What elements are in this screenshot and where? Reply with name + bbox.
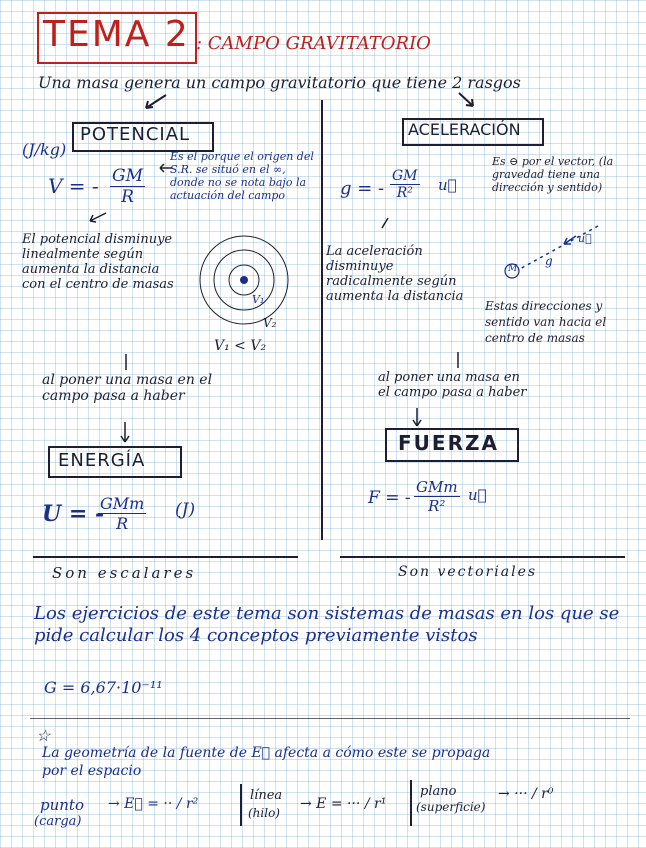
linea-eq: → E = ··· / r¹ bbox=[300, 796, 387, 812]
exercises-text: Los ejercicios de este tema son sistemas de masas en los que se pide calcular los 4 conceptos previamente vistos bbox=[34, 603, 620, 646]
intro-text: Una masa genera un campo gravitatorio que tiene 2 rasgos bbox=[38, 73, 521, 92]
u-label: u⃗ bbox=[578, 232, 592, 245]
accel-numerator: GM bbox=[392, 168, 418, 184]
geo-divider-2 bbox=[410, 780, 412, 826]
punto-sub: (carga) bbox=[34, 814, 82, 829]
tema-title: TEMA 2 bbox=[43, 14, 190, 55]
vector-line bbox=[340, 556, 625, 558]
center-divider bbox=[321, 100, 323, 540]
potencial-units: (J/kg) bbox=[22, 140, 67, 159]
potencial-label: POTENCIAL bbox=[80, 124, 191, 145]
potential-formula-lhs: V = - bbox=[48, 174, 99, 198]
direction-note: Estas direcciones y sentido van hacia el centro de masas bbox=[485, 299, 607, 345]
linea-sub: (hilo) bbox=[248, 806, 280, 820]
poner-left: al poner una masa en el campo pasa a haber bbox=[42, 372, 213, 404]
g-constant: G = 6,67·10⁻¹¹ bbox=[44, 678, 163, 697]
accel-formula-lhs: g = - bbox=[340, 178, 385, 199]
fuerza-label: FUERZA bbox=[398, 431, 499, 455]
v2-label: V₂ bbox=[263, 316, 277, 330]
punto-label: punto bbox=[40, 796, 84, 814]
escalares-label: Son escalares bbox=[52, 564, 197, 582]
arrow-left-icon bbox=[140, 92, 170, 112]
arrow-down-accel-icon bbox=[378, 216, 392, 230]
force-vector: u⃗ bbox=[468, 486, 487, 504]
plano-sub: (superficie) bbox=[416, 800, 486, 814]
tema-subtitle: : CAMPO GRAVITATORIO bbox=[196, 33, 431, 54]
m-label: M bbox=[508, 264, 518, 274]
arrow-down-icon bbox=[120, 352, 132, 372]
accel-vector: u⃗ bbox=[438, 176, 457, 194]
potential-denominator: R bbox=[121, 187, 134, 207]
vector-note: Es ⊖ por el vector, (la gravedad tiene una dirección y sentido) bbox=[492, 155, 614, 194]
field-circles-diagram bbox=[196, 232, 301, 337]
arrow-down-force-icon bbox=[410, 406, 424, 430]
separator-line bbox=[30, 718, 630, 719]
accel-denominator: R² bbox=[396, 185, 413, 201]
vectoriales-label: Son vectoriales bbox=[398, 564, 538, 580]
energy-units: (J) bbox=[175, 500, 196, 520]
punto-eq: → E⃗ = ·· / r² bbox=[108, 796, 199, 812]
arrow-down-energy-icon bbox=[118, 420, 132, 446]
potential-note: El potencial disminuye linealmente según aumenta la distancia con el centro de masas bbox=[22, 232, 174, 292]
geo-divider-1 bbox=[240, 784, 242, 826]
energia-label: ENERGÍA bbox=[58, 450, 146, 471]
potential-formula-fraction bbox=[110, 166, 145, 207]
accel-formula-fraction bbox=[390, 168, 420, 201]
g-label: g bbox=[545, 254, 553, 268]
linea-label: línea bbox=[250, 788, 283, 803]
energy-denominator: R bbox=[116, 514, 129, 533]
inequality-label: V₁ < V₂ bbox=[214, 338, 267, 354]
arrow-note-icon bbox=[158, 160, 174, 174]
plano-label: plano bbox=[420, 784, 457, 799]
poner-right: al poner una masa en el campo pasa a haber bbox=[378, 370, 527, 400]
plano-eq: → ··· / r⁰ bbox=[498, 786, 554, 802]
energy-formula-fraction bbox=[98, 494, 146, 533]
force-formula-fraction bbox=[414, 478, 460, 515]
arrow-down-right-icon bbox=[452, 350, 464, 370]
force-denominator: R² bbox=[428, 497, 446, 515]
force-numerator: GMm bbox=[416, 478, 458, 496]
force-formula-lhs: F = - bbox=[368, 488, 411, 508]
arrow-right-icon bbox=[455, 90, 479, 110]
v1-label: V₁ bbox=[252, 293, 265, 306]
star-icon: ☆ bbox=[36, 726, 51, 745]
origin-note: Es el porque el origen del S.R. se situó en el ∞, donde no se nota bajo la actuación del campo bbox=[170, 150, 314, 202]
aceleracion-label: ACELERACIÓN bbox=[408, 120, 521, 139]
scalar-line bbox=[33, 556, 298, 558]
accel-note: La aceleración disminuye radicalmente según aumenta la distancia bbox=[326, 244, 464, 304]
geometry-sentence: La geometría de la fuente de E⃗ afecta a cómo este se propaga por el espacio bbox=[42, 745, 491, 779]
potential-numerator: GM bbox=[112, 166, 143, 186]
energy-formula-lhs: U = - bbox=[42, 501, 105, 527]
energy-numerator: GMm bbox=[100, 494, 145, 513]
arrow-down-left-icon bbox=[86, 210, 108, 224]
